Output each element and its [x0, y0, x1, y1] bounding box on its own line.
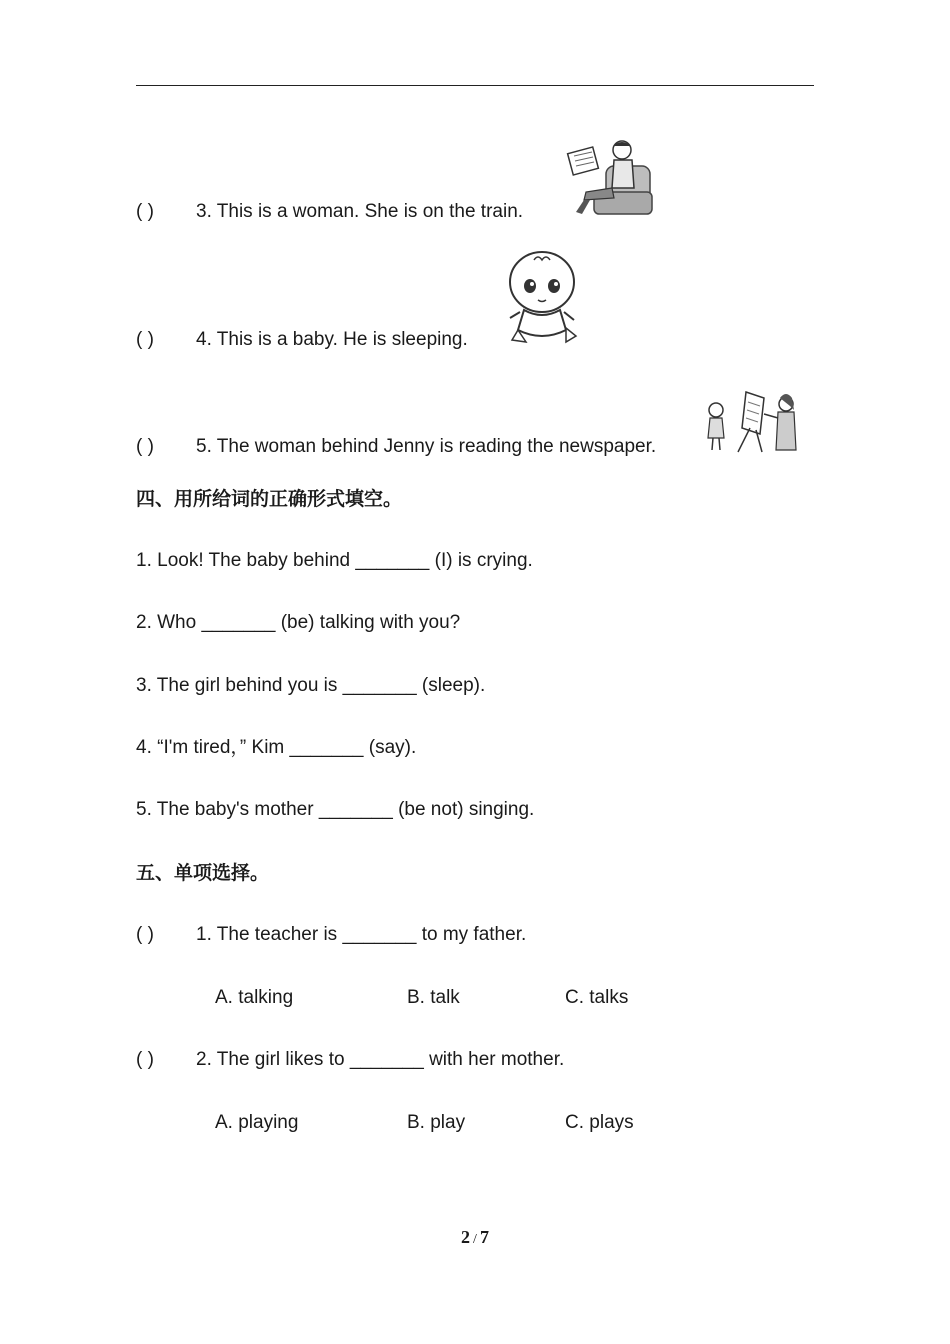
question-text: 4. This is a baby. He is sleeping. — [196, 329, 468, 350]
question-text: 1. The teacher is _______ to my father. — [196, 924, 527, 945]
fill-blank-1: 1. Look! The baby behind _______ (I) is crying. — [136, 550, 533, 571]
option-a[interactable]: A. playing — [215, 1112, 299, 1133]
option-b[interactable]: B. play — [407, 1112, 466, 1133]
question-5-line — [136, 435, 656, 459]
question-text: 3. This is a woman. She is on the train. — [196, 201, 524, 222]
page-separator: / — [473, 1232, 477, 1247]
header-rule — [136, 85, 814, 86]
option-b[interactable]: B. talk — [407, 987, 460, 1008]
choice-question-2 — [136, 1048, 564, 1072]
question-text: 2. The girl likes to _______ with her mother. — [196, 1049, 565, 1070]
fill-blank-5: 5. The baby's mother _______ (be not) singing. — [136, 799, 535, 820]
answer-bracket[interactable]: ( ) — [136, 1049, 154, 1070]
fill-blank-4: 4. “I'm tired，” Kim _______ (say). — [136, 737, 417, 758]
question-text: 5. The woman behind Jenny is reading the newspaper. — [196, 436, 657, 457]
question-3-line — [136, 200, 523, 224]
section-4-heading: 四、用所给词的正确形式填空。 — [136, 488, 403, 510]
question-4-line — [136, 328, 468, 352]
fill-blank-3: 3. The girl behind you is _______ (sleep). — [136, 675, 486, 696]
answer-bracket[interactable]: ( ) — [136, 329, 154, 350]
total-pages: 7 — [479, 1227, 489, 1247]
choice-question-1 — [136, 923, 526, 947]
page-number — [0, 1227, 950, 1248]
option-c[interactable]: C. talks — [565, 987, 629, 1008]
current-page: 2 — [461, 1227, 471, 1247]
section-5-heading: 五、单项选择。 — [136, 862, 270, 884]
fill-blank-2: 2. Who _______ (be) talking with you? — [136, 612, 461, 633]
woman-girl-easel-illustration — [702, 388, 798, 454]
option-a[interactable]: A. talking — [215, 987, 294, 1008]
answer-bracket[interactable]: ( ) — [136, 201, 154, 222]
answer-bracket[interactable]: ( ) — [136, 436, 154, 457]
answer-bracket[interactable]: ( ) — [136, 924, 154, 945]
man-reading-newspaper-illustration — [566, 136, 656, 218]
option-c[interactable]: C. plays — [565, 1112, 634, 1133]
baby-illustration — [500, 246, 584, 346]
